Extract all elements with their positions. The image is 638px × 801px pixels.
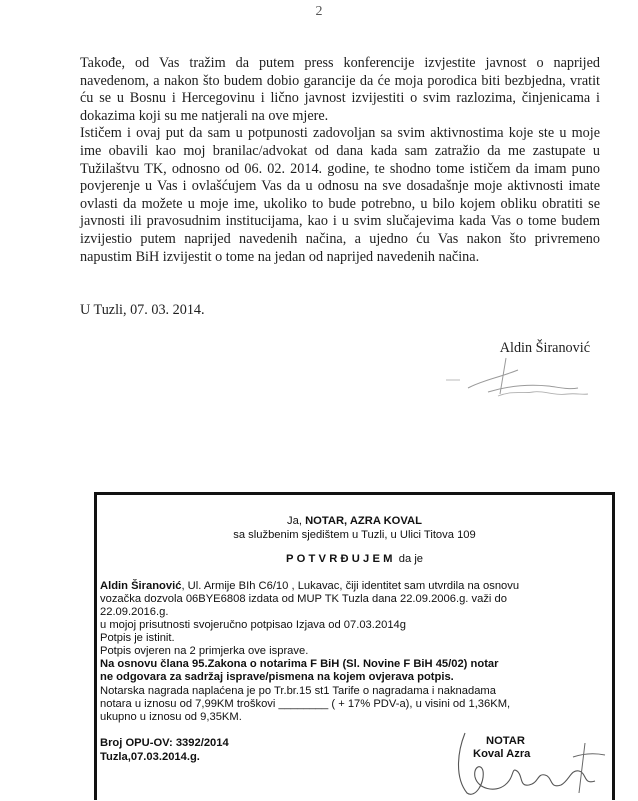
notary-identity-line-1 bbox=[100, 580, 519, 592]
notary-name: NOTAR, AZRA KOVAL bbox=[305, 515, 422, 527]
notary-place-date: Tuzla,07.03.2014.g. bbox=[100, 751, 200, 763]
notary-title: NOTAR bbox=[486, 735, 525, 747]
notary-statement-2: Potpis je istinit. bbox=[100, 632, 175, 644]
notary-confirm-line bbox=[97, 553, 612, 565]
notary-intro-line bbox=[97, 515, 612, 527]
letter-body bbox=[80, 55, 600, 266]
letter-place-date: U Tuzli, 07. 03. 2014. bbox=[80, 302, 205, 318]
notary-office: sa službenim sjedištem u Tuzli, u Ulici Titova 109 bbox=[233, 529, 476, 541]
notary-signature bbox=[445, 723, 610, 801]
letter-paragraph-2: Ističem i ovaj put da sam u potpunosti zadovoljan sa svim aktivnostima koje ste u moje ime obavili kao moj branilac/advokat od dana kada sam zatražio da me zastupate u Tužilaštvu TK, odnosno od 06. 02. 2014. godine, te shodno tome ističem da imam puno povjerenje u Vas i ovlašćujem Vas da u odnosu na sve dosadašnje moje aktivnosti imate ovlasti da možete u moje ime, ukoliko to bude potrebno, u bilo kojem obliku obratiti se javnosti ili pravosudnim institucijama, kao i u svim slučajevima kada Vas o tome budem izvijestio putem naprijed navedenih načina, a ujedno ću Vas nakon što privremeno napustim BiH izvijestit o tome na jedan od naprijed navedenih načina. bbox=[80, 125, 600, 265]
notary-fee-line-3: ukupno u iznosu od 9,35KM. bbox=[100, 711, 242, 723]
notary-name-signed: Koval Azra bbox=[473, 748, 531, 760]
notary-reg-number: Broj OPU-OV: 3392/2014 bbox=[100, 737, 229, 749]
signatory-name: Aldin Širanović bbox=[100, 580, 182, 592]
identity-text-1: , Ul. Armije BIh C6/10 , Lukavac, čiji identitet sam utvrdila na osnovu bbox=[181, 580, 520, 592]
notary-legal-line-2: ne odgovara za sadržaj isprave/pismena na kojem ovjerava potpis. bbox=[100, 671, 454, 683]
notary-identity-line-2: vozačka dozvola 06BYE6808 izdata od MUP TK Tuzla dana 22.09.2006.g. važi do bbox=[100, 593, 507, 605]
notary-statement-3: Potpis ovjeren na 2 primjerka ove isprave. bbox=[100, 645, 309, 657]
notary-fee-line-2: notara u iznosu od 7,99KM troškovi ________ ( + 17% PDV-a), u visini od 1,36KM, bbox=[100, 698, 511, 710]
notary-fee-line-1: Notarska nagrada naplaćena je po Tr.br.15 st1 Tarife o nagradama i naknadama bbox=[100, 685, 496, 697]
notary-statement-1: u mojoj prisutnosti svojeručno potpisao Izjava od 07.03.2014g bbox=[100, 619, 406, 631]
notary-certification-box bbox=[94, 492, 615, 800]
page-number: 2 bbox=[315, 4, 323, 19]
confirm-word: POTVRĐUJEM bbox=[285, 553, 396, 565]
notary-intro-prefix: Ja, bbox=[287, 515, 306, 527]
notary-identity-line-3: 22.09.2016.g. bbox=[100, 606, 169, 618]
letter-author-name: Aldin Širanović bbox=[499, 340, 590, 356]
notary-legal-line-1: Na osnovu člana 95.Zakona o notarima F BiH (Sl. Novine F BiH 45/02) notar bbox=[100, 658, 499, 670]
letter-paragraph-1: Takođe, od Vas tražim da putem press konferencije izvjestite javnost o naprijed navedenom, a nakon što budem dobio garancije da će moja porodica biti bezbjedna, vratit ću se u Bosnu i Hercegovinu i lično javnost izvijestiti o svim razlozima, činjenicama i dokazima koji su me natjerali na ove mjere. bbox=[80, 55, 600, 124]
confirm-suffix: da je bbox=[395, 553, 424, 565]
author-signature bbox=[428, 350, 593, 410]
